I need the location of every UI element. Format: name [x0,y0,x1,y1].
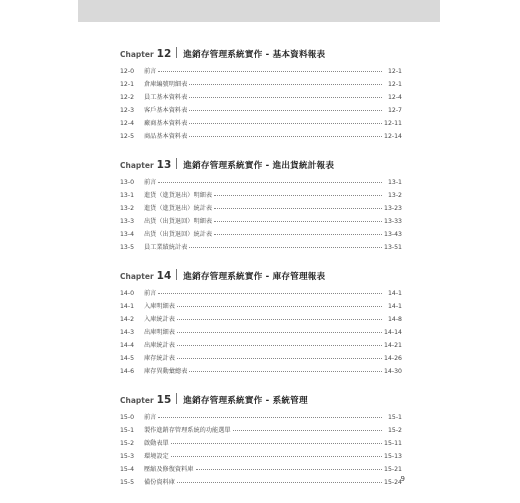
chapter-13 [120,157,402,255]
section-page: 15-24 [384,479,402,486]
dot-leader [177,319,382,320]
chapter-number: 12 [156,48,172,60]
section-number: 13-0 [120,179,135,186]
chapter-heading [120,268,402,284]
section-number: 12-0 [120,68,135,75]
toc-entry [120,451,402,464]
section-number: 14-0 [120,290,135,297]
toc-entry [120,203,402,216]
dot-leader [158,71,382,72]
section-title: 廠商基本資料表 [144,120,188,127]
section-title: 入庫統計表 [144,316,175,323]
section-page: 12-1 [387,81,402,88]
toc-entry [120,242,402,255]
dot-leader [189,136,382,137]
section-number: 14-3 [120,329,135,336]
section-page: 14-21 [384,342,402,349]
chapter-divider [176,47,177,58]
toc-entry [120,229,402,242]
section-page: 14-1 [387,303,402,310]
section-title: 前言 [144,414,157,421]
section-page: 12-4 [387,94,402,101]
section-number: 12-1 [120,81,135,88]
header-band [78,0,440,22]
chapter-number: 13 [156,159,172,171]
toc-entry [120,366,402,379]
section-number: 12-3 [120,107,135,114]
section-page: 12-7 [387,107,402,114]
section-title: 商品基本資料表 [144,133,188,140]
section-page: 13-2 [387,192,402,199]
chapter-word: Chapter [120,396,154,405]
section-page: 15-21 [384,466,402,473]
toc-entry [120,314,402,327]
section-number: 15-5 [120,479,135,486]
dot-leader [189,110,382,111]
section-number: 15-1 [120,427,135,434]
toc-entry [120,477,402,490]
chapter-divider [176,269,177,280]
dot-leader [171,443,382,444]
chapter-word: Chapter [120,50,154,59]
dot-leader [158,417,382,418]
dot-leader [196,469,383,470]
dot-leader [177,345,382,346]
toc-entry [120,190,402,203]
dot-leader [214,221,382,222]
dot-leader [189,97,382,98]
section-title: 出貨（出貨退回）明細表 [144,218,213,225]
section-title: 啟動表單 [144,440,169,447]
section-page: 15-1 [387,414,402,421]
section-number: 14-1 [120,303,135,310]
section-title: 出貨（出貨退回）統計表 [144,231,213,238]
toc-entry [120,327,402,340]
section-number: 12-4 [120,120,135,127]
section-title: 備份資料庫 [144,479,175,486]
section-title: 前言 [144,179,157,186]
dot-leader [233,430,382,431]
section-title: 庫存統計表 [144,355,175,362]
dot-leader [214,208,382,209]
section-page: 13-33 [384,218,402,225]
section-title: 出庫統計表 [144,342,175,349]
section-page: 14-14 [384,329,402,336]
section-title: 員工業績統計表 [144,244,188,251]
dot-leader [158,182,382,183]
dot-leader [177,358,382,359]
section-number: 14-6 [120,368,135,375]
section-title: 前言 [144,290,157,297]
toc-entry [120,79,402,92]
section-page: 12-11 [384,120,402,127]
dot-leader [189,247,382,248]
section-number: 15-2 [120,440,135,447]
chapter-divider [176,158,177,169]
toc-entry [120,438,402,451]
dot-leader [189,371,382,372]
toc-entry [120,177,402,190]
section-page: 15-11 [384,440,402,447]
section-title: 進貨（進貨退出）明細表 [144,192,213,199]
chapter-heading [120,157,402,173]
section-page: 15-2 [387,427,402,434]
toc-entry [120,340,402,353]
toc-entry [120,66,402,79]
section-title: 倉庫編號明細表 [144,81,188,88]
dot-leader [189,123,382,124]
chapter-title: 進銷存管理系統實作 - 庫存管理報表 [183,272,326,282]
dot-leader [158,293,382,294]
dot-leader [177,482,382,483]
chapter-12 [120,46,402,144]
section-title: 壓縮及修復資料庫 [144,466,194,473]
chapter-15 [120,392,402,490]
section-number: 15-0 [120,414,135,421]
section-number: 14-4 [120,342,135,349]
toc-entry [120,412,402,425]
section-page: 14-8 [387,316,402,323]
toc-entry [120,353,402,366]
dot-leader [214,234,382,235]
section-title: 前言 [144,68,157,75]
section-title: 客戶基本資料表 [144,107,188,114]
chapter-word: Chapter [120,272,154,281]
chapter-14 [120,268,402,379]
toc-entry [120,301,402,314]
toc-entry [120,464,402,477]
toc-entry [120,131,402,144]
section-number: 13-1 [120,192,135,199]
toc-entry [120,105,402,118]
dot-leader [177,332,382,333]
page-number: 9 [400,475,405,483]
dot-leader [177,306,382,307]
section-number: 13-4 [120,231,135,238]
chapter-heading [120,392,402,408]
section-page: 12-14 [384,133,402,140]
section-number: 14-2 [120,316,135,323]
section-title: 庫存異動彙總表 [144,368,188,375]
chapter-title: 進銷存管理系統實作 - 進出貨統計報表 [183,161,335,171]
dot-leader [214,195,382,196]
chapter-divider [176,393,177,404]
section-page: 15-13 [384,453,402,460]
dot-leader [171,456,382,457]
section-number: 15-3 [120,453,135,460]
section-title: 入庫明細表 [144,303,175,310]
chapter-title: 進銷存管理系統實作 - 基本資料報表 [183,50,326,60]
section-page: 13-43 [384,231,402,238]
section-number: 15-4 [120,466,135,473]
chapter-number: 14 [156,270,172,282]
section-title: 環境設定 [144,453,169,460]
toc-entry [120,216,402,229]
section-page: 13-51 [384,244,402,251]
toc-entry [120,118,402,131]
section-number: 14-5 [120,355,135,362]
section-number: 13-5 [120,244,135,251]
section-number: 12-2 [120,94,135,101]
section-page: 13-1 [387,179,402,186]
toc-entry [120,425,402,438]
chapter-number: 15 [156,394,172,406]
toc-entry [120,288,402,301]
section-title: 出庫明細表 [144,329,175,336]
section-page: 14-1 [387,290,402,297]
section-title: 製作進銷存管理系統的功能選單 [144,427,231,434]
dot-leader [189,84,382,85]
section-number: 13-3 [120,218,135,225]
section-page: 13-23 [384,205,402,212]
section-page: 12-1 [387,68,402,75]
section-title: 進貨（進貨退出）統計表 [144,205,213,212]
chapter-word: Chapter [120,161,154,170]
chapter-title: 進銷存管理系統實作 - 系統管理 [183,396,308,406]
section-title: 員工基本資料表 [144,94,188,101]
section-number: 13-2 [120,205,135,212]
section-number: 12-5 [120,133,135,140]
toc-entry [120,92,402,105]
table-of-contents [120,46,402,503]
chapter-heading [120,46,402,62]
section-page: 14-30 [384,368,402,375]
section-page: 14-26 [384,355,402,362]
